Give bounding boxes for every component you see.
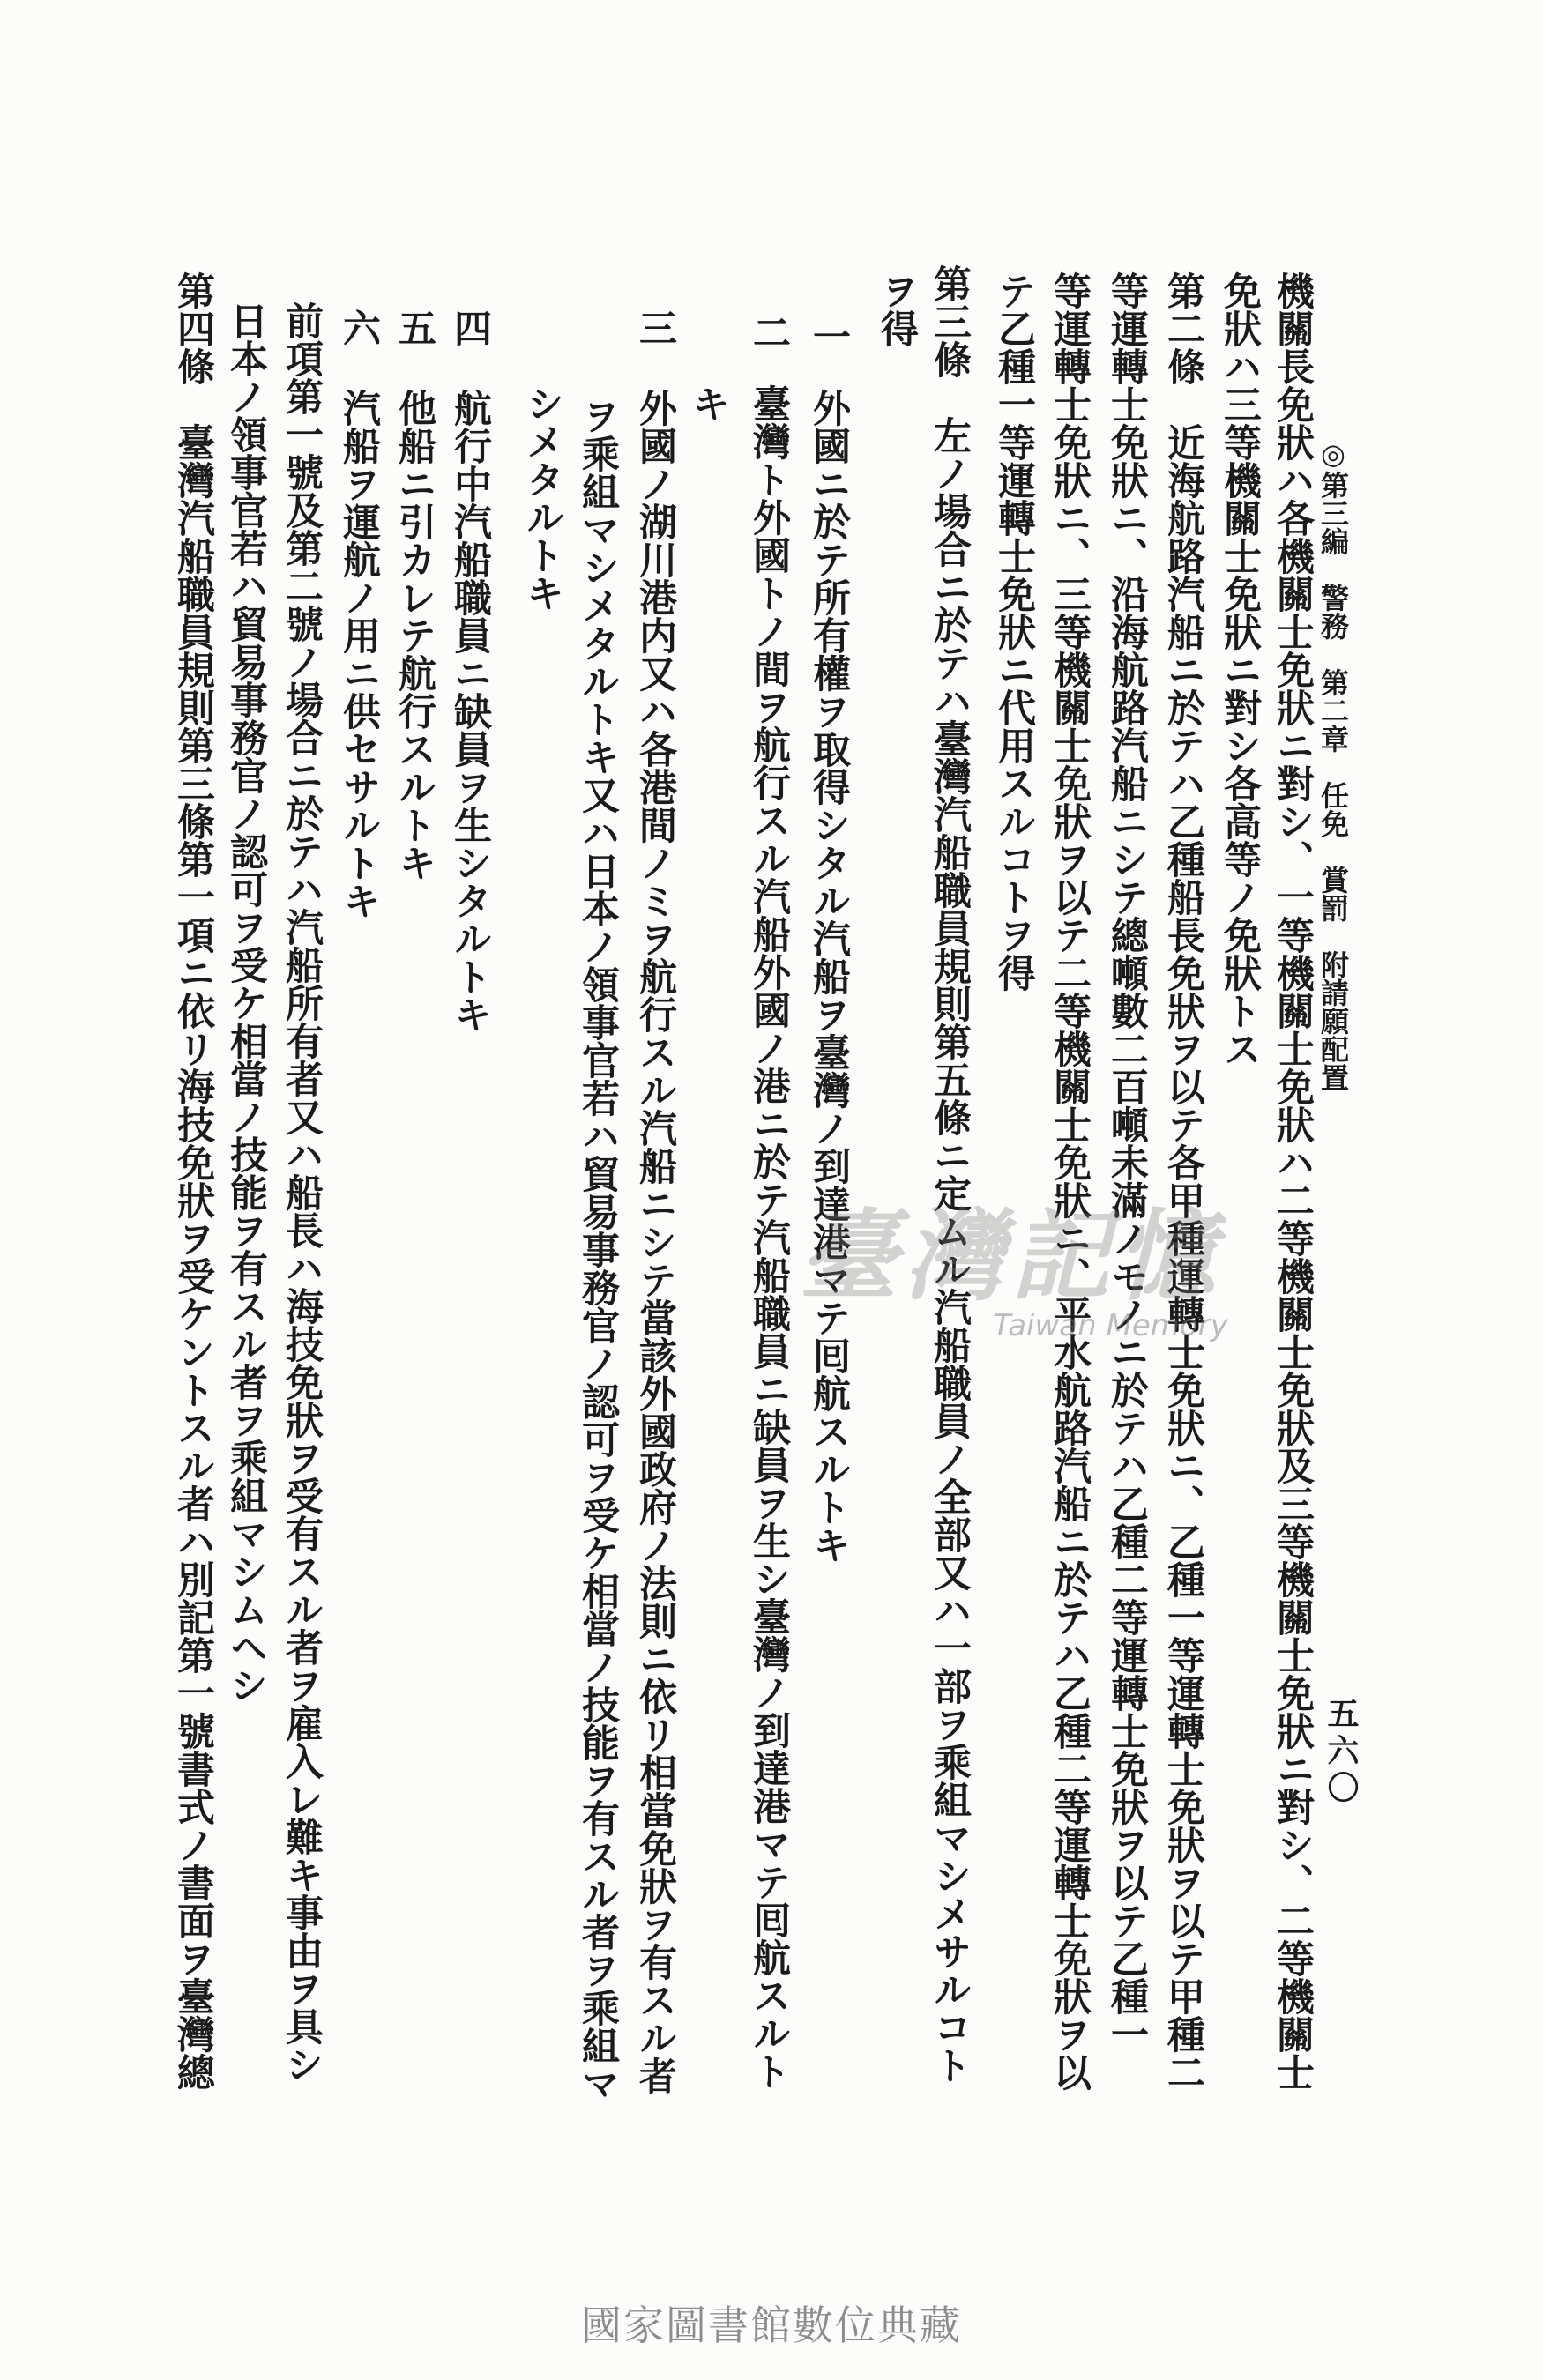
article-3-text: 左ノ場合ニ於テハ臺灣汽船職員規則第五條ニ定ムル汽船職員ノ全部又ハ一部ヲ乘組マシメサルコト [928,416,972,2084]
running-head-title: ◎第三編 警務 第二章 任免 賞罰 附請願配置 [1316,437,1350,1091]
footer-watermark: 國家圖書館數位典藏 [581,2302,962,2349]
article-2-line: 等運轉士免狀ニ、沿海航路汽船ニシテ總噸數二百噸未滿ノモノニ於テハ乙種二等運轉士免狀ヲ以テ乙種一 [1105,271,1149,2053]
list-item-text: 汽船ヲ運航ノ用ニ供セサルトキ [337,389,381,919]
list-item-text: 外國ニ於テ所有權ヲ取得シタル汽船ヲ臺灣ノ到達港マテ囘航スルトキ [807,389,851,1564]
list-item-number: 五 [392,309,436,346]
article-2-line: 等運轉士免狀ニ、三等機關士免狀ヲ以テ二等機關士免狀ニ、平水航路汽船ニ於テハ乙種二等運轉士免狀ヲ以 [1047,271,1092,2091]
logo-watermark-text: 臺灣記憶 [799,1199,1222,1314]
list-item-text: 臺灣ト外國トノ間ヲ航行スル汽船外國ノ港ニ於テ汽船職員ニ缺員ヲ生シ臺灣ノ到達港マテ囘航スルト [747,384,791,2090]
article-4-text: 臺灣汽船職員規則第三條第一項ニ依リ海技免狀ヲ受ケントスル者ハ別記第一號書式ノ書面ヲ臺灣總 [171,423,215,2091]
list-item-number: 一 [807,317,851,355]
article-2-line: テ乙種一等運轉士免狀ニ代用スルコトヲ得 [992,271,1036,992]
article-3-closing-line: 前項第一號及第二號ノ場合ニ於テハ汽船所有者又ハ船長ハ海技免狀ヲ受有スル者ヲ雇入レ難キ事由ヲ具シ [280,301,324,2083]
list-item-number: 六 [337,309,381,346]
article-2-line [1162,271,1204,2091]
article-1-line: 免狀ハ三等機關士免狀ニ對シ各高等ノ免狀トス [1218,271,1262,1067]
article-3-closing-line: 日本ノ領事官若ハ貿易事務官ノ認可ヲ受ケ相當ノ技能ヲ有スル者ヲ乘組マシムヘシ [224,301,268,1704]
list-item-text: シメタルトキ [520,384,564,612]
article-3-line: ヲ得 [875,271,919,347]
list-item-text: キ [686,384,730,422]
article-3-line [928,264,971,2084]
list-item-number: 二 [747,313,791,351]
page-number: 五六〇 [1323,1697,1360,1808]
article-3-label: 第三條 [928,264,972,378]
logo-watermark-subtitle: Taiwan Memory [993,1308,1228,1343]
list-item-text: 外國ノ湖川港内又ハ各港間ノミヲ航行スル汽船ニシテ當該外國政府ノ法則ニ依リ相當免狀ヲ有スル者 [633,389,677,2094]
list-item-number: 四 [448,309,492,346]
article-4-label: 第四條 [171,271,215,385]
article-4-line [172,271,214,2091]
article-2-label: 第二條 [1161,271,1205,385]
article-1-line: 機關長免狀ハ各機關士免狀ニ對シ、一等機關士免狀ハ二等機關士免狀及三等機關士免狀ニ對シ、二等機關士 [1271,271,1315,2091]
article-2-text: 近海航路汽船ニ於テハ乙種船長免狀ヲ以テ各甲種運轉士免狀ニ、乙種一等運轉士免狀ヲ以テ甲種二 [1161,423,1205,2091]
list-item-text: 他船ニ引カレテ航行スルトキ [392,389,436,881]
list-item-text: 航行中汽船職員ニ缺員ヲ生シタルトキ [448,389,492,1033]
list-item-number: 三 [633,309,677,346]
list-item-text: ヲ乘組マシメタルトキ又ハ日本ノ領事官若ハ貿易事務官ノ認可ヲ受ケ相當ノ技能ヲ有スル者ヲ乘組マ [576,397,620,2102]
